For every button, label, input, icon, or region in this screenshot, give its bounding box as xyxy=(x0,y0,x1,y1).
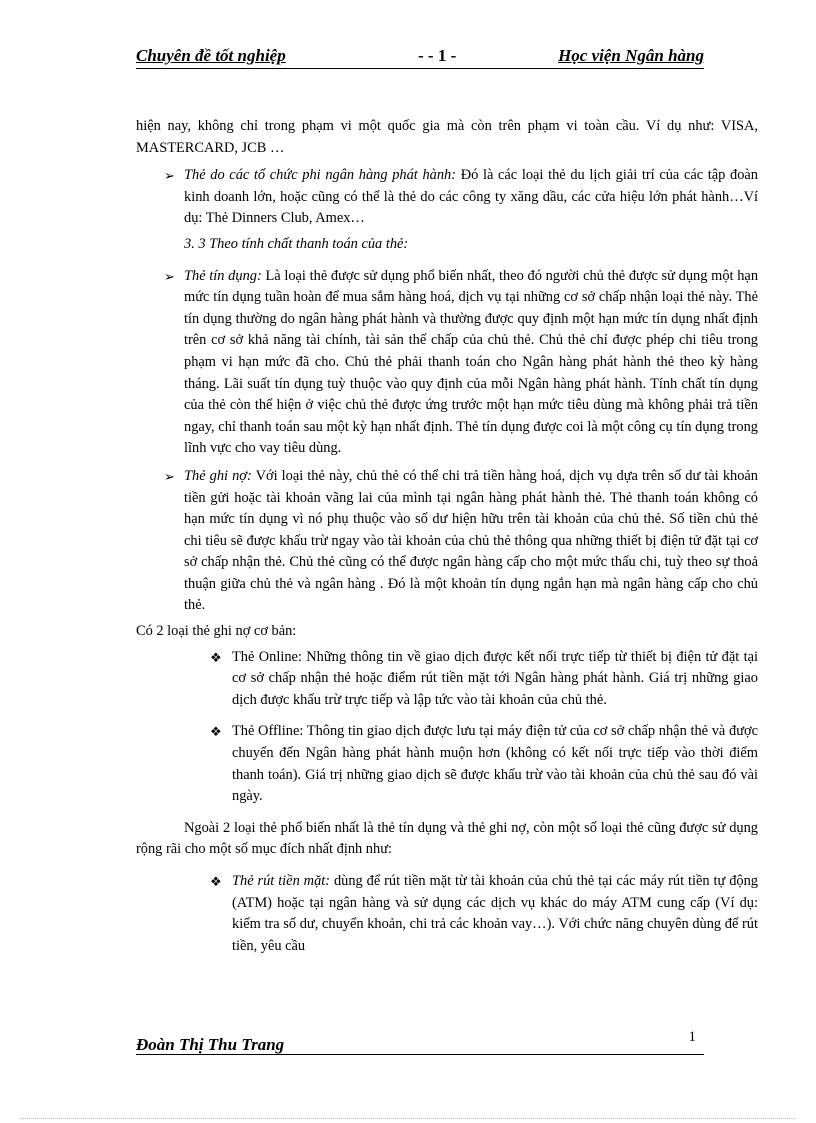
bullet-lead: Thẻ tín dụng: xyxy=(184,267,262,284)
bullet-online-card xyxy=(136,647,758,712)
header-institution: Học viện Ngân hàng xyxy=(558,46,704,65)
bullet-lead: Thẻ rút tiền mặt: xyxy=(232,873,331,889)
intro-paragraph: hiện nay, không chỉ trong phạm vi một quốc gia mà còn trên phạm vi toàn cầu. Ví dụ như: VISA, MASTERCARD, JCB … xyxy=(136,118,758,156)
author-name: Đoàn Thị Thu Trang xyxy=(136,1035,285,1054)
arrow-bullet-icon: ➢ xyxy=(164,268,175,284)
section-subheading: 3. 3 Theo tính chất thanh toán của thẻ: xyxy=(184,235,409,252)
bullet-text: dùng để rút tiền mặt từ tài khoản của chủ thẻ tại các máy rút tiền tự động (ATM) hoặc tại ngân hàng và sử dụng các dịch vụ khác do máy ATM cung cấp (Ví dụ: kiểm tra số dư, chuyển khoản, chi trả các khoản vay…). Với chức năng chuyên dùng để rút tiền, yêu cầu xyxy=(232,873,758,954)
bullet-text: Đó là các loại thẻ du lịch giải trí của các tập đoàn kinh doanh lớn, hoặc cũng có thể là thẻ do các công ty xăng dầu, các cửa hiệu lớn phát hành…Ví dụ: Thẻ Dinners Club, Amex… xyxy=(184,167,758,227)
diamond-bullet-icon: ❖ xyxy=(210,874,222,889)
bullet-non-bank-cards xyxy=(136,165,758,230)
bullet-lead: Thẻ ghi nợ: xyxy=(184,467,252,484)
arrow-bullet-icon: ➢ xyxy=(164,468,175,484)
bullet-text: Là loại thẻ được sử dụng phổ biến nhất, theo đó người chủ thẻ được sử dụng một hạn mức tín dụng tuần hoàn để mua sắm hàng hoá, dịch vụ tại những cơ sở chấp nhận loại thẻ này. Thẻ tín dụng thường do ngân hàng phát hành và thường được quy định một hạn mức tín dụng nhất định trên cơ sở khả năng tài chính, tài sản thế chấp của chủ thẻ. Chủ thẻ chỉ được phép chi tiêu trong phạm vi hạn mức đã cho. Chủ thẻ phải thanh toán cho Ngân hàng phát hành thẻ theo kỳ hàng tháng. Lãi suất tín dụng tuỳ thuộc vào quy định của mỗi Ngân hàng phát hành. Tính chất tín dụng của thẻ còn thể hiện ở việc chủ thẻ được ứng trước một hạn mức tiêu dùng mà không phải trả tiền ngay, chỉ thanh toán sau một kỳ hạn nhất định. Thẻ tín dụng được coi là một công cụ tín dụng trong lĩnh vực cho vay tiêu dùng. xyxy=(184,267,759,457)
header-title: Chuyên đề tốt nghiệp xyxy=(136,46,286,65)
bullet-text: Với loại thẻ này, chủ thẻ có thể chi trả tiền hàng hoá, dịch vụ dựa trên số dư tài khoản tiền gửi hoặc tài khoản vãng lai của mình tại ngân hàng phát hành thẻ. Thẻ thanh toán không có hạn mức tín dụng vì nó phụ thuộc vào số dư hiện hữu trên tài khoản của chủ thẻ. Số tiền chủ thẻ chi tiêu sẽ được khấu trừ ngay vào tài khoản của chủ thẻ thông qua những thiết bị điện tử đặt tại cơ sở chấp nhận thẻ. Chủ thẻ cũng có thể được ngân hàng cấp cho một mức thấu chi, tuỳ theo sự thoả thuận giữa chủ thẻ và ngân hàng . Đó là một khoản tín dụng ngắn hạn mà ngân hàng cấp cho chủ thẻ. xyxy=(184,467,758,614)
page-number: 1 xyxy=(688,1029,696,1045)
two-types-paragraph: Có 2 loại thẻ ghi nợ cơ bản: xyxy=(136,623,297,640)
bullet-text: Thẻ Offline: Thông tin giao dịch được lưu tại máy điện tử của cơ sở chấp nhận thẻ và được chuyển đến Ngân hàng phát hành muộn hơn (không có kết nối trực tiếp vào thời điểm thanh toán). Giá trị những giao dịch sẽ được khấu trừ vào tài khoản của chủ thẻ sau đó vài ngày. xyxy=(232,723,758,805)
header-page-marker: - - 1 - xyxy=(418,46,457,65)
other-types-paragraph: Ngoài 2 loại thẻ phổ biến nhất là thẻ tín dụng và thẻ ghi nợ, còn một số loại thẻ cũng được sử dụng rộng rãi cho một số mục đích nhất định như: xyxy=(136,819,758,858)
bullet-lead: Thẻ do các tổ chức phi ngân hàng phát hành: xyxy=(184,167,457,184)
bullet-cash-card xyxy=(136,871,758,957)
bullet-offline-card xyxy=(136,721,758,807)
arrow-bullet-icon: ➢ xyxy=(164,168,175,184)
document-body xyxy=(136,116,758,957)
bullet-debit-card xyxy=(136,466,758,617)
page-header xyxy=(136,46,704,69)
page-edge-divider xyxy=(20,1118,796,1119)
diamond-bullet-icon: ❖ xyxy=(210,649,222,665)
bullet-credit-card xyxy=(136,266,758,460)
bullet-text: Thẻ Online: Những thông tin về giao dịch được kết nối trực tiếp từ thiết bị điện tử đặt tại cơ sở chấp nhận thẻ hoặc điểm rút tiền mặt tới Ngân hàng phát hành. Giá trị những giao dịch được khấu trừ trực tiếp và lập tức vào tài khoản của chủ thẻ. xyxy=(232,648,758,708)
page-footer xyxy=(136,1029,704,1055)
diamond-bullet-icon: ❖ xyxy=(210,724,222,740)
